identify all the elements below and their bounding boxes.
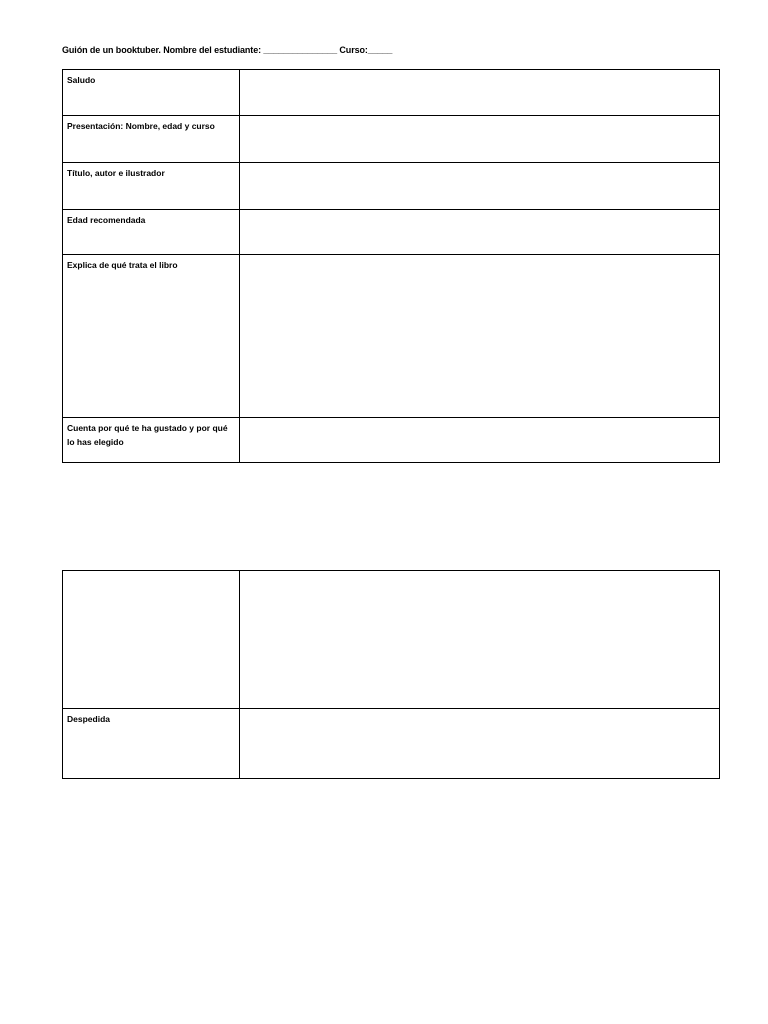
row-label-cell [63, 255, 240, 418]
row-label: Explica de qué trata el libro [67, 260, 178, 270]
row-label-cell [63, 70, 240, 116]
row-label-cell [63, 163, 240, 210]
row-label-cell [63, 116, 240, 163]
answer-field[interactable] [240, 418, 720, 463]
table-row [63, 210, 720, 255]
answer-field[interactable] [240, 163, 720, 210]
table-row [63, 70, 720, 116]
answer-field[interactable] [240, 116, 720, 163]
answer-field[interactable] [240, 210, 720, 255]
row-label-cell [63, 571, 240, 709]
answer-field[interactable] [240, 571, 720, 709]
row-label [63, 571, 239, 574]
table-row [63, 116, 720, 163]
table-row [63, 709, 720, 779]
row-label-cell [63, 210, 240, 255]
table-row [63, 163, 720, 210]
row-label: Edad recomendada [67, 215, 146, 225]
table-row [63, 571, 720, 709]
row-label: Saludo [67, 75, 96, 85]
answer-field[interactable] [240, 255, 720, 418]
table-row [63, 255, 720, 418]
row-label: Presentación: Nombre, edad y curso [67, 121, 215, 131]
row-label: Cuenta por qué te ha gustado y por qué lo has elegido [67, 423, 228, 447]
answer-field[interactable] [240, 709, 720, 779]
row-label: Despedida [67, 714, 110, 724]
page-title: Guión de un booktuber. Nombre del estudiante: _______________ Curso:_____ [62, 45, 393, 55]
table-row [63, 418, 720, 463]
answer-field[interactable] [240, 70, 720, 116]
row-label: Título, autor e ilustrador [67, 168, 165, 178]
closing-table [62, 570, 720, 779]
row-label-cell [63, 418, 240, 463]
row-label-cell [63, 709, 240, 779]
script-table [62, 69, 720, 463]
